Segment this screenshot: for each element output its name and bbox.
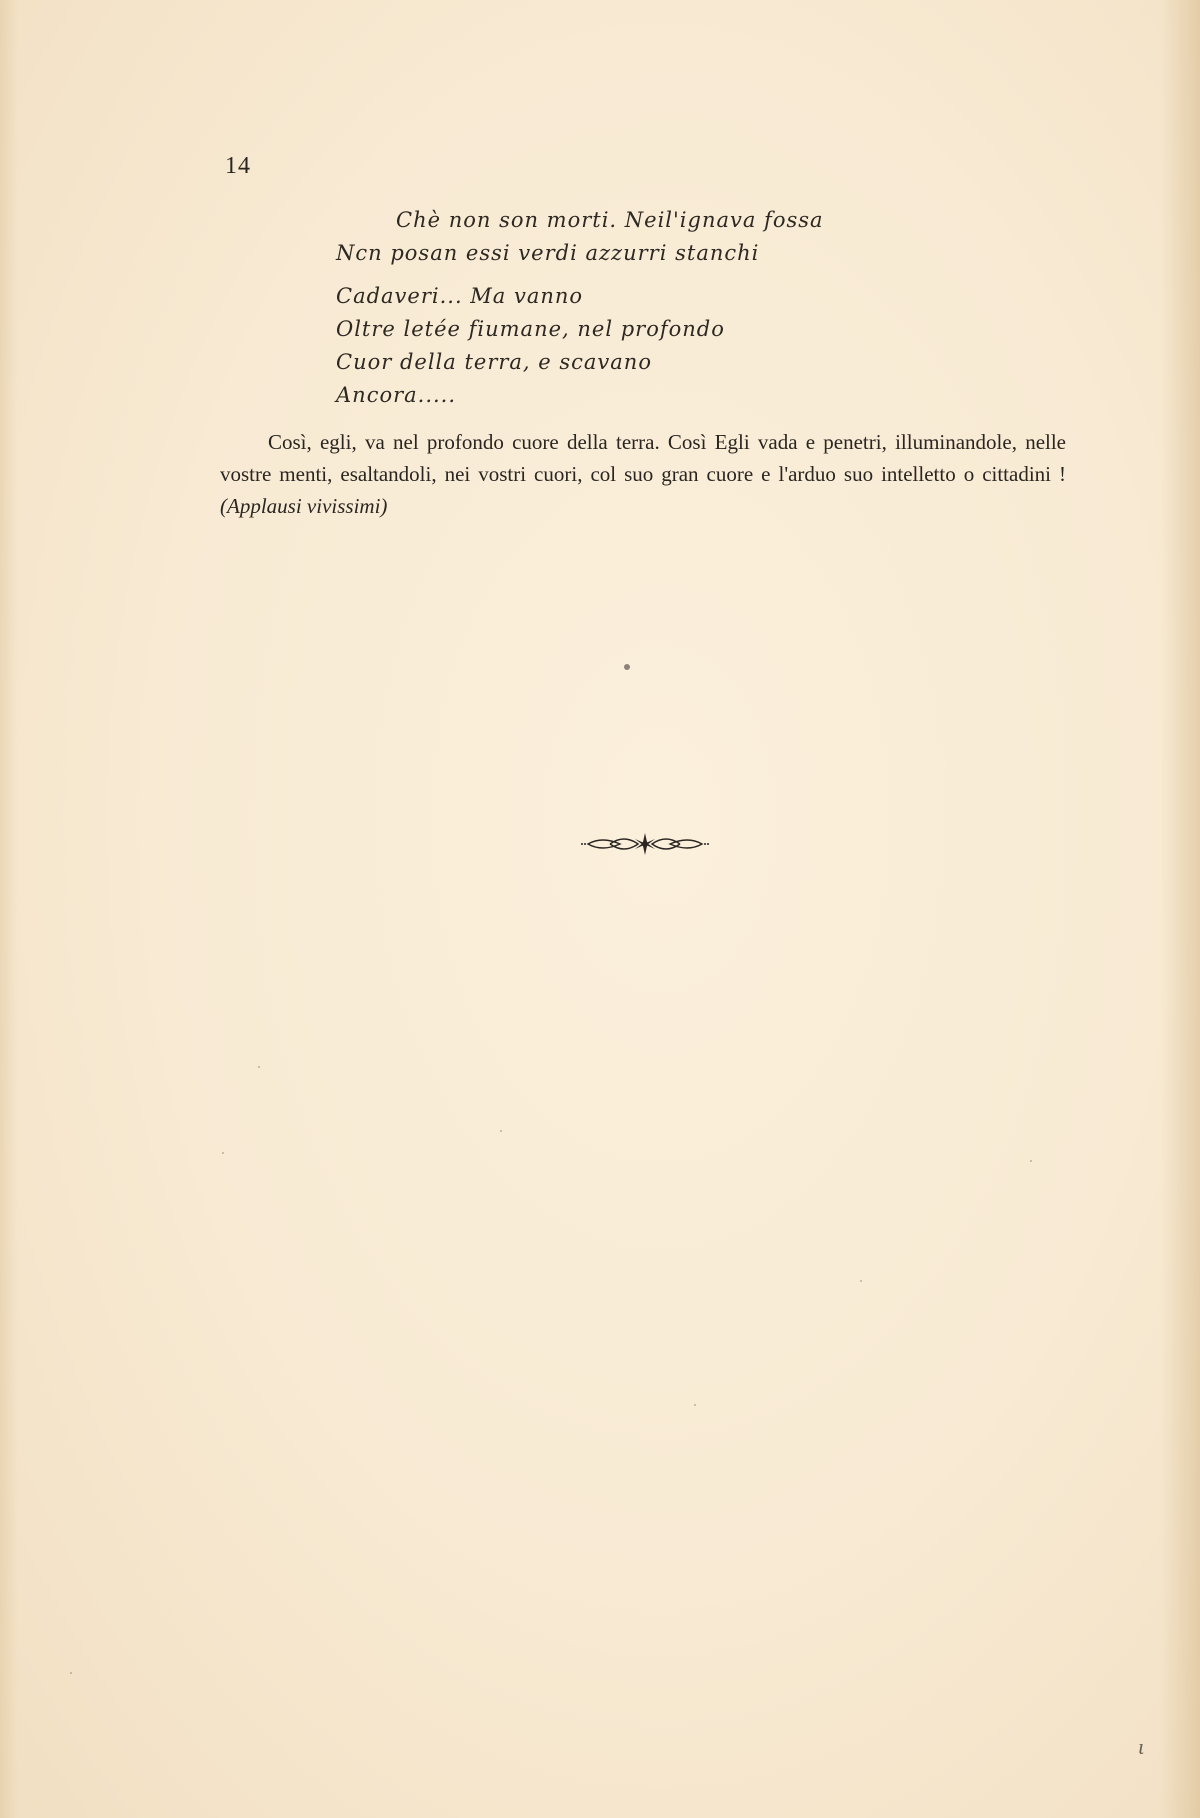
stanza-gap: [336, 270, 896, 280]
paper-speck: [860, 1280, 862, 1282]
verse-line: Cuor della terra, e scavano: [336, 350, 652, 374]
verse-block: [336, 204, 896, 412]
verse-line: Ncn posan essi verdi azzurri stanchi: [336, 241, 760, 265]
paper-speck: [694, 1404, 696, 1406]
paper-speck: [70, 1672, 72, 1674]
fleuron-ornament-icon: [580, 830, 710, 858]
ink-dot: [624, 664, 630, 670]
page-edge-shadow-left: [0, 0, 18, 1818]
prose-paragraph: [220, 426, 1066, 522]
verse-line: Oltre letée fiumane, nel profondo: [336, 317, 725, 341]
verse-line: Cadaveri... Ma vanno: [336, 284, 584, 308]
paper-speck: [222, 1152, 224, 1154]
page-edge-shadow-right: [1160, 0, 1200, 1818]
prose-text: Così, egli, va nel profondo cuore della terra. Così Egli vada e penetri, illuminandole, nelle vostre menti, esaltandoli, nei vostri cuori, col suo gran cuore e l'arduo suo intelletto o cittadini !: [220, 430, 1066, 486]
verse-line: Ancora.....: [336, 383, 457, 407]
applause-note: (Applausi vivissimi): [220, 494, 388, 518]
paper-speck: [258, 1066, 260, 1068]
corner-mark: ι: [1138, 1734, 1145, 1759]
paper-speck: [500, 1130, 502, 1132]
verse-line: Chè non son morti. Neil'ignava fossa: [396, 208, 824, 232]
paper-speck: [1030, 1160, 1032, 1162]
page-number: 14: [225, 153, 251, 179]
